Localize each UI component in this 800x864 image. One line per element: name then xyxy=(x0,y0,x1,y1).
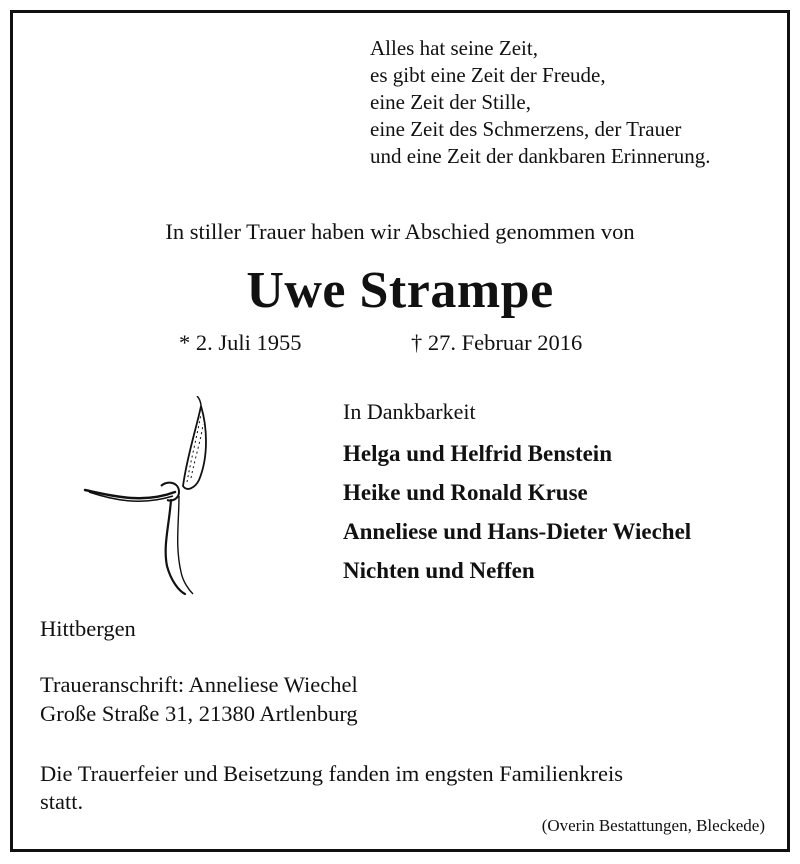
poem xyxy=(370,35,711,170)
abstract-human-figure-icon xyxy=(83,396,213,596)
deceased-name: Uwe Strampe xyxy=(246,262,554,319)
place-name: Hittbergen xyxy=(40,616,136,641)
thanks-label: In Dankbarkeit xyxy=(343,399,476,424)
mourners-block xyxy=(343,399,691,590)
undertaker-note: (Overin Bestattungen, Bleckede) xyxy=(541,816,765,835)
poem-line: eine Zeit des Schmerzens, der Trauer xyxy=(370,117,682,141)
poem-line: eine Zeit der Stille, xyxy=(370,90,531,114)
mourner-name: Nichten und Neffen xyxy=(343,558,535,583)
mourning-address xyxy=(40,670,358,728)
funeral-line: Die Trauerfeier und Beisetzung fanden im engsten Familienkreis xyxy=(40,761,623,786)
death-date: † 27. Februar 2016 xyxy=(411,330,583,355)
funeral-line: statt. xyxy=(40,789,84,814)
intro-text: In stiller Trauer haben wir Abschied genommen von xyxy=(165,219,635,244)
funeral-notice xyxy=(40,760,770,816)
mourner-name: Anneliese und Hans-Dieter Wiechel xyxy=(343,519,692,544)
mourner-name: Helga und Helfrid Benstein xyxy=(343,441,612,466)
poem-line: es gibt eine Zeit der Freude, xyxy=(370,63,606,87)
birth-date: * 2. Juli 1955 xyxy=(179,330,302,355)
address-line: Traueranschrift: Anneliese Wiechel xyxy=(40,672,358,697)
mourner-name: Heike und Ronald Kruse xyxy=(343,480,588,505)
address-line: Große Straße 31, 21380 Artlenburg xyxy=(40,701,358,726)
poem-line: Alles hat seine Zeit, xyxy=(370,36,538,60)
obituary-frame xyxy=(10,10,790,852)
poem-line: und eine Zeit der dankbaren Erinnerung. xyxy=(370,144,711,168)
